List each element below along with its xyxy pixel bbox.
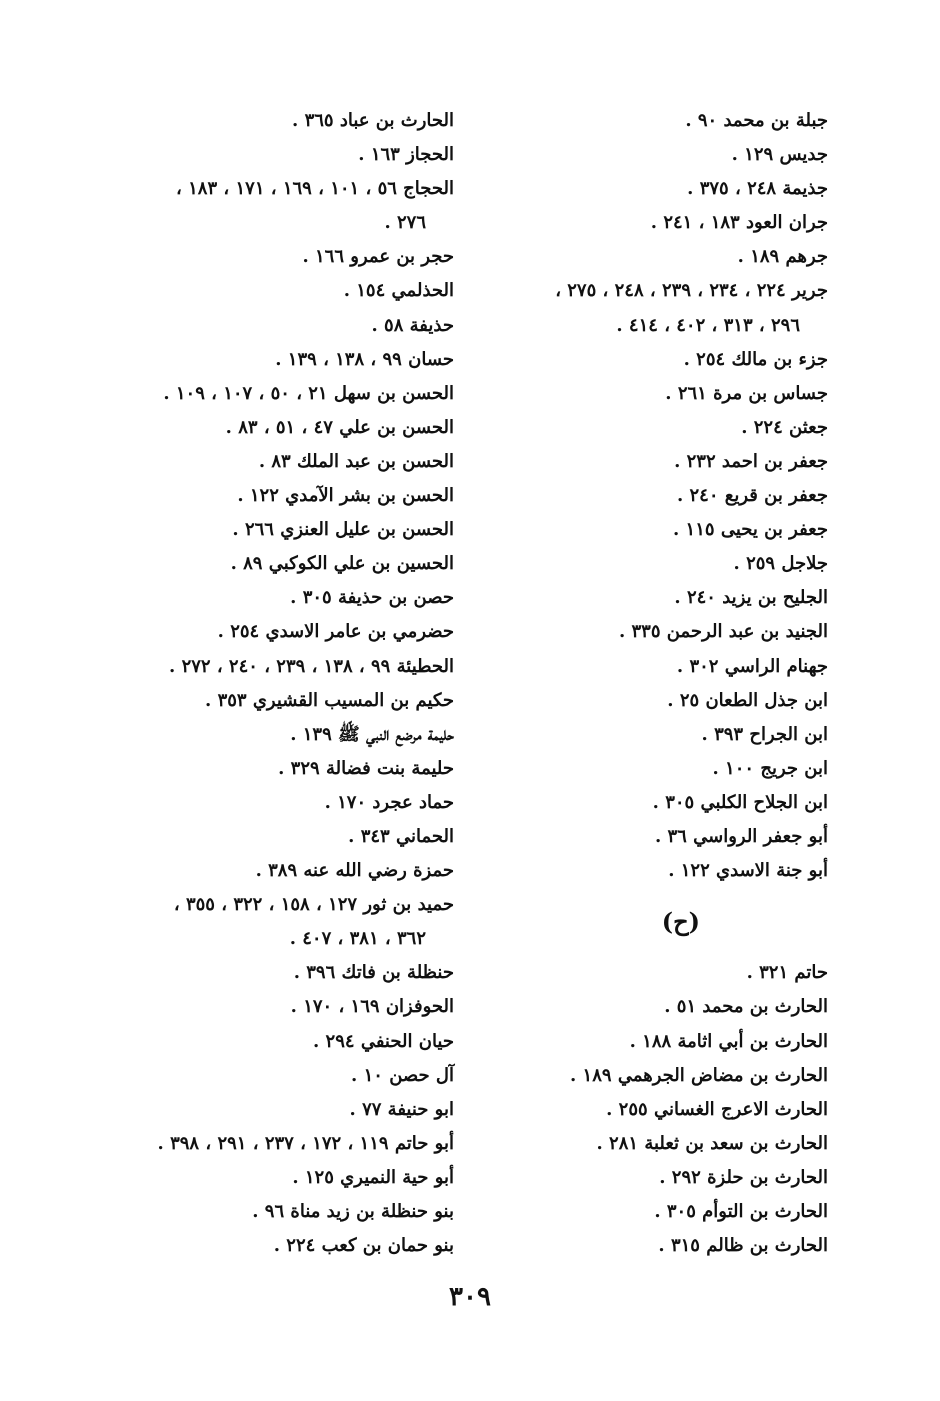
index-entry: الحسن بن علي ٤٧ ، ٥١ ، ٨٣ . bbox=[225, 416, 454, 438]
page-number: ٣٠٩ bbox=[449, 1282, 491, 1312]
index-entry: جعفر بن قريع ٢٤٠ . bbox=[676, 485, 828, 507]
index-entry: جرير ٢٢٤ ، ٢٣٤ ، ٢٣٩ ، ٢٤٨ ، ٢٧٥ ، bbox=[555, 280, 828, 302]
index-entry: ابو حنيفة ٧٧ . bbox=[349, 1098, 454, 1120]
index-entry: الحسن بن عبد الملك ٨٣ . bbox=[258, 450, 454, 472]
index-entry: حيان الحنفي ٢٩٤ . bbox=[312, 1030, 454, 1052]
index-entry: الحسين بن علي الكوكبي ٨٩ . bbox=[230, 553, 454, 575]
index-entry: ابن جذل الطعان ٢٥ . bbox=[667, 689, 828, 711]
index-entry: الحسن بن بشر الآمدي ١٢٢ . bbox=[237, 485, 454, 507]
index-entry: حليمة مرضع النبي ﷺ ١٣٩ . bbox=[290, 723, 454, 745]
index-entry: الجليح بن يزيد ٢٤٠ . bbox=[674, 587, 828, 609]
index-entry: أبو حاتم ١١٩ ، ١٧٢ ، ٢٣٧ ، ٢٩١ ، ٣٩٨ . bbox=[157, 1132, 454, 1154]
index-entry: الحارث بن سعد بن ثعلبة ٢٨١ . bbox=[596, 1132, 828, 1154]
index-entry: حكيم بن المسيب القشيري ٣٥٣ . bbox=[205, 689, 454, 711]
index-entry: جعثن ٢٢٤ . bbox=[741, 416, 828, 438]
index-entry: جرهم ١٨٩ . bbox=[737, 246, 828, 268]
index-entry: الحجاز ١٦٣ . bbox=[358, 144, 454, 166]
index-entry: الحارث بن حلزة ٢٩٢ . bbox=[659, 1166, 828, 1188]
index-entry: الحارث بن محمد ٥١ . bbox=[664, 996, 828, 1018]
index-entry: جديس ١٢٩ . bbox=[731, 144, 828, 166]
index-entry: جعفر بن يحيى ١١٥ . bbox=[673, 519, 828, 541]
index-entry: أبو جعفر الرواسي ٣٦ . bbox=[654, 825, 828, 847]
index-entry: الحارث بن مضاض الجرهمي ١٨٩ . bbox=[569, 1064, 828, 1086]
index-entry: حنظلة بن فاتك ٣٩٦ . bbox=[293, 962, 454, 984]
index-column-left bbox=[109, 104, 454, 1263]
index-entry: حاتم ٣٢١ . bbox=[746, 962, 828, 984]
index-entry: الحسن بن سهل ٢١ ، ٥٠ ، ١٠٧ ، ١٠٩ . bbox=[163, 382, 454, 404]
index-entry: جلاجل ٢٥٩ . bbox=[733, 553, 828, 575]
index-entry: بنو حمان بن كعب ٢٢٤ . bbox=[273, 1235, 454, 1257]
index-entry: جعفر بن احمد ٢٣٢ . bbox=[674, 450, 828, 472]
index-entry: الحارث بن التوأم ٣٠٥ . bbox=[654, 1201, 828, 1222]
index-entry: الحطيئة ٩٩ ، ١٣٨ ، ٢٣٩ ، ٢٤٠ ، ٢٧٢ . bbox=[169, 655, 454, 677]
index-entry: حجر بن عمرو ١٦٦ . bbox=[302, 246, 454, 268]
index-entry-continuation: ٣٦٢ ، ٣٨١ ، ٤٠٧ . bbox=[289, 928, 426, 950]
index-entry: جساس بن مرة ٢٦١ . bbox=[665, 382, 828, 404]
index-entry: حضرمي بن عامر الاسدي ٢٥٤ . bbox=[217, 621, 454, 643]
index-entry: حصن بن حذيفة ٣٠٥ . bbox=[290, 587, 454, 609]
index-entry: آل حصن ١٠ . bbox=[351, 1064, 454, 1086]
index-entry: ابن الجلاح الكلبي ٣٠٥ . bbox=[652, 791, 828, 813]
index-entry: الحارث بن ظالم ٣١٥ . bbox=[658, 1235, 828, 1257]
index-entry: حميد بن ثور ١٢٧ ، ١٥٨ ، ٣٢٢ ، ٣٥٥ ، bbox=[173, 894, 454, 916]
index-entry-continuation: ٢٩٦ ، ٣١٣ ، ٤٠٢ ، ٤١٤ . bbox=[616, 314, 800, 336]
index-entry: جبلة بن محمد ٩٠ . bbox=[685, 110, 828, 131]
index-entry: حماد عجرد ١٧٠ . bbox=[324, 791, 454, 813]
index-entry: الجنيد بن عبد الرحمن ٣٣٥ . bbox=[618, 621, 828, 643]
index-entry: جزء بن مالك ٢٥٤ . bbox=[683, 348, 828, 370]
index-entry: ابن الجراح ٣٩٣ . bbox=[701, 723, 828, 745]
index-entry: ابن جريج ١٠٠ . bbox=[712, 757, 828, 779]
index-entry: حذيفة ٥٨ . bbox=[371, 314, 454, 336]
index-entry: الحسن بن عليل العنزي ٢٦٦ . bbox=[232, 519, 454, 541]
index-entry: الحارث الاعرج الغساني ٢٥٥ . bbox=[606, 1098, 828, 1120]
index-entry: بنو حنظلة بن زيد مناة ٩٦ . bbox=[252, 1201, 454, 1222]
section-letter-heading: (ح) bbox=[661, 907, 700, 937]
index-entry: حسان ٩٩ ، ١٣٨ ، ١٣٩ . bbox=[275, 348, 454, 370]
index-entry: أبو حية النميري ١٢٥ . bbox=[292, 1166, 454, 1188]
index-entry: جران العود ١٨٣ ، ٢٤١ . bbox=[650, 212, 828, 234]
index-entry: الحذلمي ١٥٤ . bbox=[343, 280, 454, 302]
index-entry: جذيمة ٢٤٨ ، ٣٧٥ . bbox=[687, 178, 828, 200]
index-entry-continuation: ٢٧٦ . bbox=[384, 212, 426, 234]
index-entry: جهنام الراسي ٣٠٢ . bbox=[676, 655, 828, 677]
index-entry: الحارث بن عباد ٣٦٥ . bbox=[292, 110, 454, 131]
index-entry: الحارث بن أبي اثامة ١٨٨ . bbox=[629, 1030, 828, 1052]
index-entry: الحجاج ٥٦ ، ١٠١ ، ١٦٩ ، ١٧١ ، ١٨٣ ، bbox=[176, 178, 454, 200]
index-entry: الحوفزان ١٦٩ ، ١٧٠ . bbox=[290, 996, 454, 1018]
index-entry: حمزة رضي الله عنه ٣٨٩ . bbox=[255, 860, 454, 882]
index-entry: حليمة بنت فضالة ٣٢٩ . bbox=[278, 757, 454, 779]
index-entry: الحماني ٣٤٣ . bbox=[348, 825, 454, 847]
index-column-right bbox=[488, 104, 828, 1263]
index-entry: أبو جنة الاسدي ١٢٢ . bbox=[668, 860, 828, 882]
